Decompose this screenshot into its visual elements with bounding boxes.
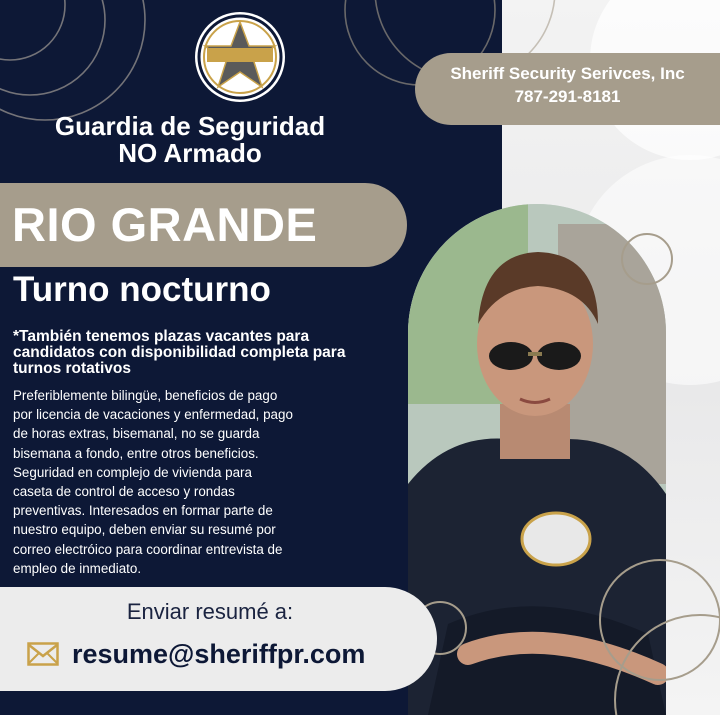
shift-title: Turno nocturno — [13, 270, 271, 309]
headline-line2: NO Armado — [118, 138, 262, 168]
job-description: Preferiblemente bilingüe, beneficios de pago por licencia de vacaciones y enfermedad, pago de horas extras, bisemanal, no se guarda bisemana a fondo, entre otros beneficios. Seguridad en complejo de vivienda para caseta de control de acceso y rondas preventivas. Interesados en formar parte de nuestro equipo, deben enviar su resumé por correo electróico para coordinar entrevista de empleo de inmediato. — [13, 388, 293, 576]
company-phone: 787-291-8181 — [514, 87, 621, 106]
vacancy-note: *También tenemos plazas vacantes para candidatos con disponibilidad completa para turnos rotativos — [13, 328, 346, 377]
headline-line1: Guardia de Seguridad — [54, 111, 326, 141]
envelope-icon — [27, 642, 59, 666]
company-name: Sheriff Security Serivces, Inc — [450, 64, 685, 83]
cta-label: Enviar resumé a: — [126, 599, 294, 624]
email-link[interactable]: resume@sheriffpr.com — [72, 639, 366, 669]
city-name: RIO GRANDE — [12, 198, 318, 251]
